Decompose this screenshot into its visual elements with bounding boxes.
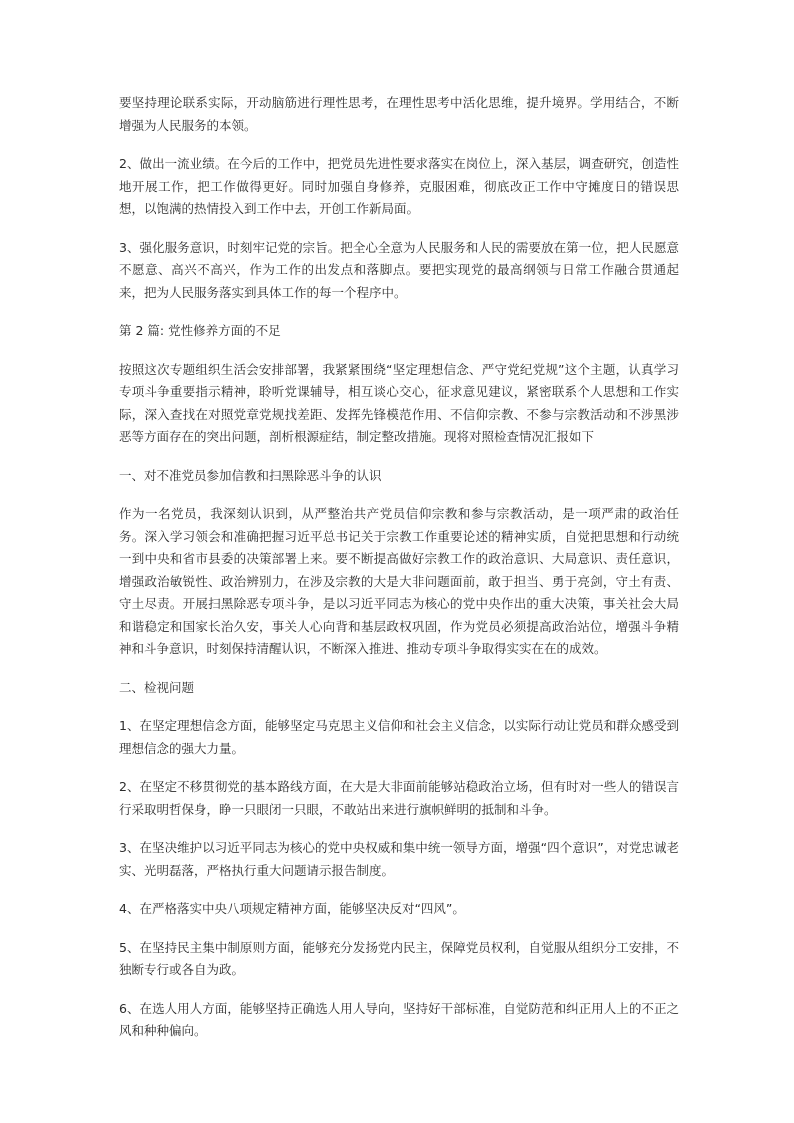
list-item: 1、在坚定理想信念方面，能够坚定马克思主义信仰和社会主义信念，以实际行动让党员和群众感受到理想信念的强大力量。 [119,718,679,756]
list-item: 3、在坚决维护以习近平同志为核心的党中央权威和集中统一领导方面，增强“四个意识”，对党忠诚老实、光明磊落，严格执行重大问题请示报告制度。 [119,840,679,878]
list-item: 2、在坚定不移贯彻党的基本路线方面，在大是大非面前能够站稳政治立场，但有时对一些人的错误言行采取明哲保身，睁一只眼闭一只眼，不敢站出来进行旗帜鲜明的抵制和斗争。 [119,779,679,817]
section-heading: 二、检视问题 [119,679,195,695]
paragraph: 3、强化服务意识，时刻牢记党的宗旨。把全心全意为人民服务和人民的需要放在第一位，把人民愿意不愿意、高兴不高兴，作为工作的出发点和落脚点。要把实现党的最高纲领与日常工作融合贯通起来，把为人民服务落实到具体工作的每一个程序中。 [119,239,679,300]
section-heading: 一、对不准党员参加信教和扫黑除恶斗争的认识 [119,467,382,483]
list-item: 5、在坚持民主集中制原则方面，能够充分发扬党内民主，保障党员权利，自觉服从组织分工安排，不独断专行或各自为政。 [119,939,679,977]
paragraph: 2、做出一流业绩。在今后的工作中，把党员先进性要求落实在岗位上，深入基层，调查研究，创造性地开展工作，把工作做得更好。同时加强自身修养，克服困难，彻底改正工作中守摊度日的错误思想，以饱满的热情投入到工作中去，开创工作新局面。 [119,156,679,216]
list-item: 4、在严格落实中央八项规定精神方面，能够坚决反对“四风”。 [119,901,465,916]
paragraph: 作为一名党员，我深刻认识到，从严整治共产党员信仰宗教和参与宗教活动，是一项严肃的政治任务。深入学习领会和准确把握习近平总书记关于宗教工作重要论述的精神实质，自觉把思想和行动统一到中央和省市县委的决策部署上来。要不断提高做好宗教工作的政治意识、大局意识、责任意识，增强政治敏锐性、政治辨别力，在涉及宗教的大是大非问题面前，敢于担当、勇于亮剑，守土有责、守土尽责。开展扫黑除恶专项斗争，是以习近平同志为核心的党中央作出的重大决策，事关社会大局和谐稳定和国家长治久安，事关人心向背和基层政权巩固，作为党员必须提高政治站位，增强斗争精神和斗争意识，时刻保持清醒认识，不断深入推进、推动专项斗争取得实实在在的成效。 [119,506,679,656]
paragraph: 要坚持理论联系实际，开动脑筋进行理性思考，在理性思考中活化思维，提升境界。学用结合，不断增强为人民服务的本领。 [119,95,679,133]
document-page [119,92,679,1059]
list-item: 6、在选人用人方面，能够坚持正确选人用人导向，坚持好干部标准，自觉防范和纠正用人上的不正之风和种种偏向。 [119,1000,679,1038]
section-heading: 第 2 篇: 党性修养方面的不足 [119,323,281,338]
paragraph: 按照这次专题组织生活会安排部署，我紧紧围绕“坚定理想信念、严守党纪党规”这个主题，认真学习专项斗争重要指示精神，聆听党课辅导，相互谈心交心，征求意见建议，紧密联系个人思想和工作实际，深入查找在对照党章党规找差距、发挥先锋模范作用、不信仰宗教、不参与宗教活动和不涉黑涉恶等方面存在的突出问题，剖析根源症结，制定整改措施。现将对照检查情况汇报如下 [119,361,679,444]
